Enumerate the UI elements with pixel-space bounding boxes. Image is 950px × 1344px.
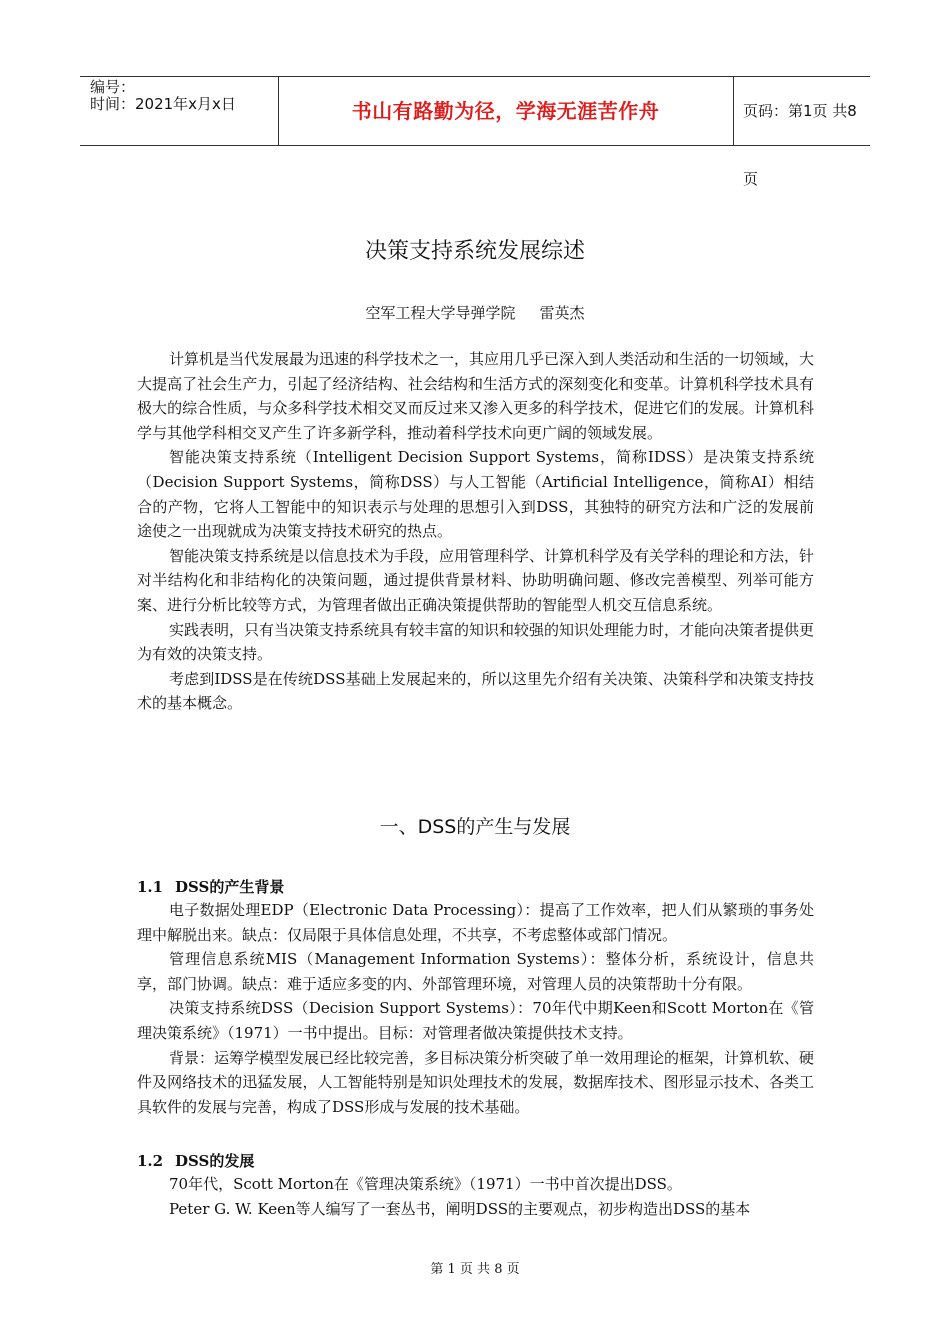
document-title: 决策支持系统发展综述 [364,239,585,264]
header-page-label: 页码：第1页 共8页 [743,102,857,188]
subsection-body [137,898,814,1119]
intro-paragraph: 计算机是当代发展最为迅速的科学技术之一，其应用几乎已深入到人类活动和生活的一切领域，大大提高了社会生产力，引起了经济结构、社会结构和生活方式的深刻变化和变革。计算机科学技术具有极大的综合性质，与众多科学技术相交叉而反过来又渗入更多的科学技术，促进它们的发展。计算机科学与其他学科相交叉产生了许多新学科，推动着科学技术向更广阔的领域发展。 [137,350,815,442]
header-motto: 书山有路勤为径，学海无涯苦作舟 [351,99,660,123]
author-name: 雷英杰 [539,304,585,322]
number-label: 编号： [90,78,136,96]
subsection-body [137,1172,814,1221]
author-affiliation: 空军工程大学导弹学院 [365,304,516,322]
intro-block [137,347,814,716]
subsection-heading [137,1150,254,1171]
author-line [0,302,950,323]
header-page-cell [733,77,870,188]
body-paragraph: 管理信息系统MIS（Management Information Systems）：整体分析，系统设计，信息共享，部门协调。缺点：难于适应多变的内、外部管理环境，对管理人员的决策帮助十分有限。 [137,950,814,993]
intro-paragraph: 智能决策支持系统是以信息技术为手段，应用管理科学、计算机科学及有关学科的理论和方法，针对半结构化和非结构化的决策问题，通过提供背景材料、协助明确问题、修改完善模型、列举可能方案、进行分析比较等方式，为管理者做出正确决策提供帮助的智能型人机交互信息系统。 [137,546,815,614]
subsection-heading [137,876,284,897]
header-meta [80,77,279,145]
subsection-number: 1.1 [137,878,164,896]
subsection-number: 1.2 [137,1152,164,1170]
body-paragraph: 电子数据处理EDP（Electronic Data Processing）：提高了工作效率，把人们从繁琐的事务处理中解脱出来。缺点：仅局限于具体信息处理，不共享，不考虑整体或部门情况。 [137,901,814,944]
page-header [80,76,870,188]
body-paragraph: 70年代，Scott Morton在《管理决策系统》（1971）一书中首次提出DSS。 [169,1175,682,1193]
section-heading: 一、DSS的产生与发展 [379,816,571,838]
body-paragraph: 决策支持系统DSS（Decision Support Systems）：70年代中期Keen和Scott Morton在《管理决策系统》（1971）一书中提出。目标：对管理者做决策提供技术支持。 [137,999,814,1042]
body-paragraph: 背景：运筹学模型发展已经比较完善，多目标决策分析突破了单一效用理论的框架，计算机软、硬件及网络技术的迅猛发展，人工智能特别是知识处理技术的发展，数据库技术、图形显示技术、各类工具软件的发展与完善，构成了DSS形成与发展的技术基础。 [137,1048,815,1116]
intro-paragraph: 智能决策支持系统（Intelligent Decision Support Systems，简称IDSS）是决策支持系统（Decision Support Systems，简称DSS）与人工智能（Artificial Intelligence，简称AI）相结合的产物，它将人工智能中的知识表示与处理的思想引入到DSS，其独特的研究方法和广泛的发展前途使之一出现就成为决策支持技术研究的热点。 [137,448,814,541]
body-paragraph: Peter G. W. Keen等人编写了一套丛书，阐明DSS的主要观点，初步构造出DSS的基本 [169,1199,751,1218]
header-motto-cell [278,77,734,145]
intro-paragraph: 考虑到IDSS是在传统DSS基础上发展起来的，所以这里先介绍有关决策、决策科学和决策支持技术的基本概念。 [137,669,814,713]
intro-paragraph: 实践表明，只有当决策支持系统具有较丰富的知识和较强的知识处理能力时，才能向决策者提供更为有效的决策支持。 [137,620,815,664]
date-label: 时间：2021年x月x日 [90,95,236,113]
subsection-title: DSS的发展 [175,1152,255,1170]
subsection-title: DSS的产生背景 [175,878,285,896]
page-footer: 第 1 页 共 8 页 [430,1262,520,1277]
